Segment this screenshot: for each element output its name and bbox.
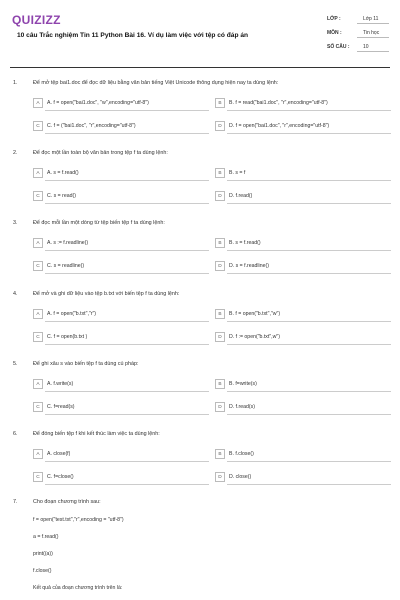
option-text: C. f = open(b.txt )	[47, 334, 88, 340]
option-underline	[227, 203, 391, 204]
option-letter-box: D	[215, 121, 225, 131]
meta-label: LỚP :	[327, 16, 341, 22]
option-a[interactable]	[33, 448, 209, 460]
option-a[interactable]	[33, 378, 209, 390]
option-underline	[45, 414, 209, 415]
option-letter-box: C	[33, 402, 43, 412]
option-underline	[227, 391, 391, 392]
option-text: D. f := open("b.txt",w")	[229, 334, 280, 340]
option-underline	[45, 203, 209, 204]
option-text: B. f = open("b.txt","w")	[229, 311, 281, 317]
option-text: A. s := f.readline()	[47, 240, 89, 246]
question-number: 5.	[13, 361, 18, 367]
option-letter-box: A	[33, 449, 43, 459]
option-letter-box: D	[215, 332, 225, 342]
option-c[interactable]	[33, 120, 209, 132]
option-text: D. close()	[229, 474, 252, 480]
option-underline	[45, 180, 209, 181]
option-d[interactable]	[215, 401, 391, 413]
option-underline	[45, 321, 209, 322]
option-text: A. s = f.read()	[47, 170, 79, 176]
option-text: B. f=write(s)	[229, 381, 257, 387]
option-underline	[227, 250, 391, 251]
worksheet-header	[0, 0, 400, 62]
option-underline	[227, 321, 391, 322]
option-d[interactable]	[215, 260, 391, 272]
option-underline	[45, 133, 209, 134]
option-b[interactable]	[215, 448, 391, 460]
question-number: 7.	[13, 499, 18, 505]
option-text: C. s = read()	[47, 193, 76, 199]
option-text: D. f = open("bai1.doc", "r",encoding="utf-8")	[229, 123, 330, 129]
option-text: B. s = f.read()	[229, 240, 261, 246]
option-letter-box: A	[33, 168, 43, 178]
option-letter-box: D	[215, 191, 225, 201]
meta-underline	[357, 37, 389, 38]
option-text: B. s = f	[229, 170, 246, 176]
code-line: a = f.read()	[33, 534, 59, 540]
option-letter-box: C	[33, 332, 43, 342]
option-underline	[227, 414, 391, 415]
option-underline	[45, 250, 209, 251]
option-underline	[45, 344, 209, 345]
option-letter-box: B	[215, 168, 225, 178]
option-letter-box: A	[33, 98, 43, 108]
option-underline	[227, 461, 391, 462]
option-text: D. f.read()	[229, 193, 253, 199]
question-text: Để mở và ghi dữ liệu vào tệp b.txt với biến tệp f ta dùng lệnh:	[33, 291, 180, 297]
meta-label: MÔN :	[327, 30, 342, 36]
option-underline	[45, 273, 209, 274]
option-a[interactable]	[33, 167, 209, 179]
option-a[interactable]	[33, 308, 209, 320]
meta-label: SỐ CÂU :	[327, 44, 350, 50]
option-b[interactable]	[215, 97, 391, 109]
option-letter-box: A	[33, 379, 43, 389]
option-text: A. f = open("b.txt","r")	[47, 311, 97, 317]
question-text: Để đọc mỗi lần một dòng từ tệp biến tệp f ta dùng lệnh:	[33, 220, 165, 226]
option-letter-box: B	[215, 238, 225, 248]
question-text: Để đóng biến tệp f khi kết thúc làm việc ta dùng lệnh:	[33, 431, 160, 437]
option-text: A. f = open("bai1.doc", "w",encoding="utf-8")	[47, 100, 149, 106]
option-text: D. s = f.readline()	[229, 263, 269, 269]
option-text: B. f.close()	[229, 451, 254, 457]
option-text: C. f=close()	[47, 474, 74, 480]
option-letter-box: A	[33, 238, 43, 248]
option-text: C. s = readline()	[47, 263, 85, 269]
meta-underline	[357, 51, 389, 52]
option-underline	[227, 484, 391, 485]
question-number: 3.	[13, 220, 18, 226]
option-letter-box: B	[215, 379, 225, 389]
question-text: Để đọc một lần toàn bộ văn bản trong tệp f ta dùng lệnh:	[33, 150, 168, 156]
option-d[interactable]	[215, 120, 391, 132]
meta-value: Tin học	[363, 30, 380, 36]
question-number: 1.	[13, 80, 18, 86]
question-text: Cho đoạn chương trình sau:	[33, 499, 101, 505]
option-underline	[227, 133, 391, 134]
question-text: Để ghi xâu s vào biến tệp f ta dùng cú pháp:	[33, 361, 139, 367]
option-b[interactable]	[215, 237, 391, 249]
code-line: f.close()	[33, 568, 52, 574]
meta-value: 10	[363, 44, 369, 50]
meta-question-count	[327, 42, 389, 52]
option-text: C. f = ("bai1.doc", "r",encoding="utf-8")	[47, 123, 136, 129]
option-text: A. close(f)	[47, 451, 71, 457]
code-line: print((a))	[33, 551, 53, 557]
option-letter-box: B	[215, 98, 225, 108]
option-underline	[45, 391, 209, 392]
option-d[interactable]	[215, 190, 391, 202]
option-text: A. f.write(s)	[47, 381, 74, 387]
option-letter-box: C	[33, 191, 43, 201]
quizizz-logo: QUIZIZZ	[12, 13, 61, 27]
question-text: Để mở tệp bai1.doc để đọc dữ liệu bằng văn bản tiếng Việt Unicode thông dụng hiện nay ta dùng lệnh:	[33, 80, 279, 86]
meta-grade	[327, 14, 389, 24]
option-text: D. f.read(s)	[229, 404, 255, 410]
page-title: 10 câu Trắc nghiệm Tin 11 Python Bài 16. Ví dụ làm việc với tệp có đáp án	[17, 32, 249, 39]
option-letter-box: D	[215, 261, 225, 271]
option-letter-box: C	[33, 121, 43, 131]
option-underline	[45, 461, 209, 462]
question-number: 6.	[13, 431, 18, 437]
meta-underline	[357, 23, 389, 24]
option-letter-box: C	[33, 261, 43, 271]
meta-value: Lớp 11	[363, 16, 379, 22]
option-letter-box: B	[215, 309, 225, 319]
meta-subject	[327, 28, 389, 38]
option-text: C. f=read(s)	[47, 404, 75, 410]
option-d[interactable]	[215, 331, 391, 343]
option-c[interactable]	[33, 471, 209, 483]
option-underline	[227, 180, 391, 181]
option-a[interactable]	[33, 97, 209, 109]
question-number: 4.	[13, 291, 18, 297]
option-letter-box: D	[215, 472, 225, 482]
option-letter-box: A	[33, 309, 43, 319]
header-divider	[10, 67, 390, 68]
option-c[interactable]	[33, 331, 209, 343]
option-b[interactable]	[215, 378, 391, 390]
option-letter-box: B	[215, 449, 225, 459]
option-underline	[45, 110, 209, 111]
option-letter-box: D	[215, 402, 225, 412]
option-b[interactable]	[215, 308, 391, 320]
option-letter-box: C	[33, 472, 43, 482]
option-underline	[227, 273, 391, 274]
option-b[interactable]	[215, 167, 391, 179]
option-underline	[227, 110, 391, 111]
option-c[interactable]	[33, 190, 209, 202]
option-text: B. f = read("bai1.doc", "r",encoding="utf-8")	[229, 100, 328, 106]
option-underline	[45, 484, 209, 485]
option-c[interactable]	[33, 401, 209, 413]
option-underline	[227, 344, 391, 345]
code-line: f = open("test.txt","r",encoding = "utf-8")	[33, 517, 124, 523]
option-c[interactable]	[33, 260, 209, 272]
question-prompt: Kết quả của đoạn chương trình trên là:	[33, 585, 123, 591]
question-number: 2.	[13, 150, 18, 156]
option-d[interactable]	[215, 471, 391, 483]
option-a[interactable]	[33, 237, 209, 249]
